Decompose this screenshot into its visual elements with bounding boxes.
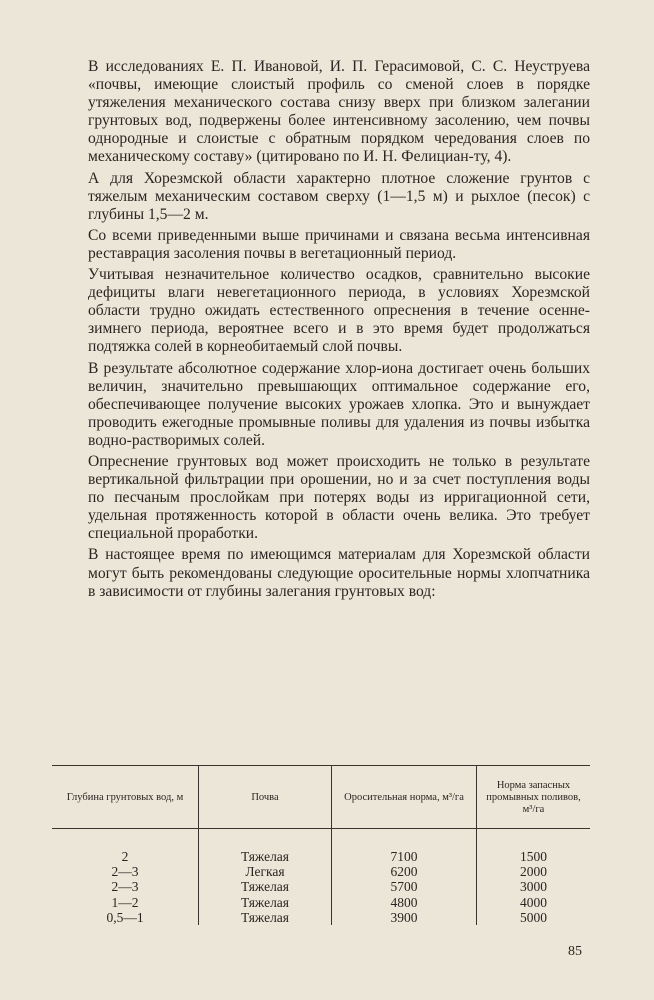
cell-irrigation: 4800 <box>332 895 477 910</box>
header-soil: Почва <box>199 766 332 829</box>
header-groundwater-depth: Глубина грунтовых вод, м <box>52 766 199 829</box>
table-header-row <box>52 766 590 829</box>
table-row <box>52 879 590 894</box>
cell-irrigation: 7100 <box>332 829 477 865</box>
table-row <box>52 829 590 865</box>
cell-flush: 5000 <box>477 910 591 925</box>
header-irrigation-norm: Оросительная норма, м³/га <box>332 766 477 829</box>
cell-depth: 1—2 <box>111 894 139 910</box>
paragraph-2: А для Хорезмской области характерно плотное сложение грунтов с тяжелым механическим составом сверху (1—1,5 м) и рыхлое (песок) с глубины 1,5—2 м. <box>88 169 590 223</box>
page-number: 85 <box>568 944 582 959</box>
cell-flush: 2000 <box>477 864 591 879</box>
cell-depth: 2 <box>121 849 129 864</box>
cell-irrigation: 3900 <box>332 910 477 925</box>
cell-soil: Легкая <box>199 864 332 879</box>
cell-depth: 0,5—1 <box>106 909 144 925</box>
cell-soil: Тяжелая <box>199 910 332 925</box>
cell-soil: Тяжелая <box>199 895 332 910</box>
cell-flush: 4000 <box>477 895 591 910</box>
cell-depth: 2—3 <box>111 864 139 880</box>
cell-soil: Тяжелая <box>199 879 332 894</box>
table-row <box>52 864 590 879</box>
cell-soil: Тяжелая <box>199 829 332 865</box>
header-flush-norm: Норма запасных промывных поливов, м³/га <box>477 766 591 829</box>
paragraph-5: В результате абсолютное содержание хлор-иона достигает очень больших величин, значительно превышающих оптимальное содержание его, обеспечивающее получение высоких урожаев хлопка. Это и вынуждает проводить ежегодные промывные поливы для удаления из почвы избытка водно-растворимых солей. <box>88 359 590 449</box>
paragraph-3: Со всеми приведенными выше причинами и связана весьма интенсивная реставрация засоления почвы в вегетационный период. <box>88 226 590 262</box>
paragraph-4: Учитывая незначительное количество осадков, сравнительно высокие дефициты влаги невегетационного периода, в условиях Хорезмской области трудно ожидать естественного опреснения в течение осенне-зимнего периода, вероятнее всего и в это время будет продолжаться подтяжка солей в корнеобитаемый слой почвы. <box>88 266 590 356</box>
body-text <box>88 58 590 604</box>
cell-irrigation: 5700 <box>332 879 477 894</box>
cell-irrigation: 6200 <box>332 864 477 879</box>
paragraph-1: В исследованиях Е. П. Ивановой, И. П. Герасимовой, С. С. Неуструева «почвы, имеющие слоистый профиль со сменой слоев в порядке утяжеления механического состава снизу вверх при близком залегании грунтовых вод, подвержены более интенсивному засолению, чем почвы однородные и слоистые с обратным порядком чередования слоев по механическому составу» (цитировано по И. Н. Фелициан-ту, 4). <box>88 58 590 166</box>
cell-depth: 2—3 <box>111 879 139 895</box>
table-row <box>52 910 590 925</box>
cell-flush: 1500 <box>477 829 591 865</box>
cell-flush: 3000 <box>477 879 591 894</box>
irrigation-norms-table <box>52 765 590 925</box>
paragraph-7: В настоящее время по имеющимся материалам для Хорезмской области могут быть рекомендованы следующие оросительные нормы хлопчатника в зависимости от глубины залегания грунтовых вод: <box>88 546 590 600</box>
table-row <box>52 895 590 910</box>
paragraph-6: Опреснение грунтовых вод может происходить не только в результате вертикальной фильтрации при орошении, но и за счет поступления воды по песчаным прослойкам при потерях воды из ирригационной сети, удельная протяженность которой в области очень велика. Это требует специальной проработки. <box>88 452 590 543</box>
